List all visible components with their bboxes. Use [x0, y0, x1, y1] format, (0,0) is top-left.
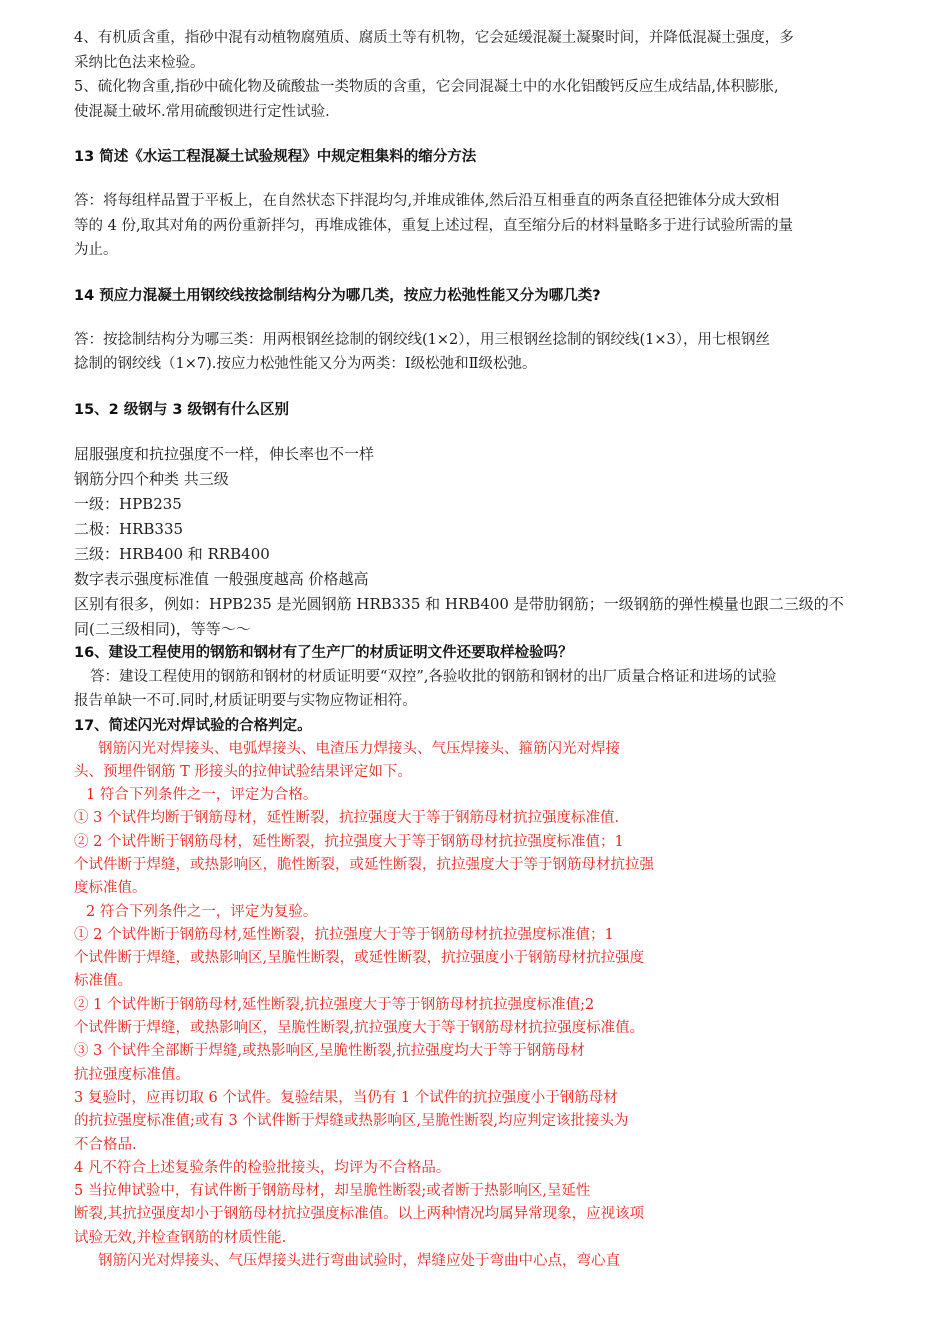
section-impurities [74, 26, 910, 124]
q17-intro-line-1: 钢筋闪光对焊接头、电弧焊接头、电渣压力焊接头、气压焊接头、箍筋闪光对焊接 [98, 740, 620, 757]
document-page [74, 26, 910, 1273]
q17-condition-1-b-line-1: ② 2 个试件断于钢筋母材，延性断裂，抗拉强度大于等于钢筋母材抗拉强度标准值；1 [74, 833, 624, 850]
q17-condition-1-b-line-3: 度标准值。 [74, 880, 147, 897]
q17-condition-2-a-line-1: ① 2 个试件断于钢筋母材,延性断裂，抗拉强度大于等于钢筋母材抗拉强度标准值；1 [74, 926, 614, 943]
question-14-title: 14 预应力混凝土用钢绞线按捻制结构分为哪几类，按应力松弛性能又分为哪几类? [74, 287, 601, 304]
question-13-title: 13 简述《水运工程混凝土试验规程》中规定粗集料的缩分方法 [74, 149, 477, 165]
question-15-answer [74, 442, 910, 641]
q17-condition-2-b-line-2: 个试件断于焊缝，或热影响区，呈脆性断裂,抗拉强度大于等于钢筋母材抗拉强度标准值。 [74, 1020, 645, 1037]
q17-condition-2-c-line-2: 抗拉强度标准值。 [74, 1066, 190, 1083]
q17-condition-1-title: 1 符合下列条件之一，评定为合格。 [86, 787, 318, 804]
q17-condition-5-line-2: 断裂,其抗拉强度却小于钢筋母材抗拉强度标准值。以上两种情况均属异常现象，应视该项 [74, 1206, 645, 1223]
question-17 [74, 714, 910, 1274]
q17-condition-1-a: ① 3 个试件均断于钢筋母材，延性断裂，抗拉强度大于等于钢筋母材抗拉强度标准值. [74, 810, 620, 827]
question-14-answer-line-1: 答：按捻制结构分为哪三类：用两根钢丝捻制的钢绞线(1×2），用三根钢丝捻制的钢绞线(1×3），用七根钢丝 [74, 331, 771, 348]
q17-bend-test-line-1: 钢筋闪光对焊接头、气压焊接头进行弯曲试验时，焊缝应处于弯曲中心点，弯心直 [98, 1253, 620, 1270]
question-13 [74, 145, 910, 263]
question-14-answer-line-2: 捻制的钢绞线（1×7).按应力松弛性能又分为两类：Ⅰ级松弛和Ⅱ级松弛。 [74, 356, 537, 372]
item-4-line-2: 采纳比色法来检验。 [74, 54, 205, 71]
question-13-answer-line-3: 为止。 [74, 242, 118, 258]
question-16-title: 16、建设工程使用的钢筋和钢材有了生产厂的材质证明文件还要取样检验吗？ [74, 644, 573, 661]
q17-intro-line-2: 头、预埋件钢筋 T 形接头的拉伸试验结果评定如下。 [74, 763, 412, 780]
q17-condition-5-line-1: 5 当拉伸试验中，有试件断于钢筋母材，却呈脆性断裂;或者断于热影响区,呈延性 [74, 1183, 591, 1200]
q17-condition-3-line-1: 3 复验时，应再切取 6 个试件。复验结果，当仍有 1 个试件的抗拉强度小于钢筋母材 [74, 1089, 618, 1106]
question-16-answer-line-1: 答：建设工程使用的钢筋和钢材的材质证明要“双控”,各验收批的钢筋和钢材的出厂质量合格证和进场的试验 [90, 668, 777, 685]
q17-condition-2-c-line-1: ③ 3 个试件全部断于焊缝,或热影响区,呈脆性断裂,抗拉强度均大于等于钢筋母材 [74, 1043, 585, 1060]
question-15-line: 三级：HRB400 和 RRB400 [74, 544, 270, 563]
question-13-answer-line-1: 答：将每组样品置于平板上，在自然状态下拌混均匀,并堆成锥体,然后沿互相垂直的两条直径把锥体分成大致相 [74, 193, 780, 209]
q17-condition-4: 4 凡不符合上述复验条件的检验批接头，均评为不合格品。 [74, 1159, 451, 1176]
question-15-difference-line-2: 同(二三级相同)，等等～～ [74, 619, 251, 638]
q17-condition-3-line-2: 的抗拉强度标准值;或有 3 个试件断于焊缝或热影响区,呈脆性断裂,均应判定该批接头为 [74, 1113, 629, 1130]
item-5-line-2: 使混凝土破坏.常用硫酸钡进行定性试验. [74, 103, 330, 120]
q17-condition-3-line-3: 不合格品. [74, 1136, 137, 1153]
q17-condition-2-title: 2 符合下列条件之一，评定为复验。 [86, 903, 318, 920]
question-16-answer-line-2: 报告单缺一不可.同时,材质证明要与实物应物证相符。 [74, 693, 417, 709]
question-14 [74, 284, 910, 377]
question-15-line: 数字表示强度标准值 一般强度越高 价格越高 [74, 569, 369, 588]
q17-condition-5-line-3: 试验无效,并检查钢筋的材质性能. [74, 1229, 287, 1246]
question-15-title: 15、2 级钢与 3 级钢有什么区别 [74, 401, 289, 418]
question-15-line: 二极：HRB335 [74, 519, 184, 538]
question-17-answer [74, 738, 910, 1274]
q17-condition-2-a-line-3: 标准值。 [74, 973, 132, 990]
question-16 [74, 641, 910, 714]
q17-condition-1-b-line-2: 个试件断于焊缝，或热影响区，脆性断裂，或延性断裂，抗拉强度大于等于钢筋母材抗拉强 [74, 856, 654, 873]
q17-condition-2-a-line-2: 个试件断于焊缝，或热影响区,呈脆性断裂，或延性断裂，抗拉强度小于钢筋母材抗拉强度 [74, 950, 645, 967]
question-15-difference-line-1: 区别有很多，例如：HPB235 是光圆钢筋 HRB335 和 HRB400 是带肋钢筋；一级钢筋的弹性模量也跟二三级的不 [74, 594, 844, 613]
item-4-line-1: 4、有机质含重，指砂中混有动植物腐殖质、腐质土等有机物，它会延缓混凝土凝聚时间，并降低混凝土强度，多 [74, 30, 794, 46]
question-13-answer-line-2: 等的 4 份,取其对角的两份重新拌匀，再堆成锥体，重复上述过程，直至缩分后的材料量略多于进行试验所需的量 [74, 217, 794, 234]
question-15-line: 钢筋分四个种类 共三级 [74, 469, 229, 488]
q17-condition-2-b-line-1: ② 1 个试件断于钢筋母材,延性断裂,抗拉强度大于等于钢筋母材抗拉强度标准值;2 [74, 996, 595, 1013]
item-5-line-1: 5、硫化物含重,指砂中硫化物及硫酸盐一类物质的含重，它会同混凝土中的水化铝酸钙反应生成结晶,体积膨胀, [74, 79, 779, 95]
question-15 [74, 398, 910, 641]
question-17-title: 17、简述闪光对焊试验的合格判定。 [74, 717, 312, 734]
question-15-line: 一级：HPB235 [74, 494, 182, 513]
question-15-line: 屈服强度和抗拉强度不一样，伸长率也不一样 [74, 444, 375, 463]
